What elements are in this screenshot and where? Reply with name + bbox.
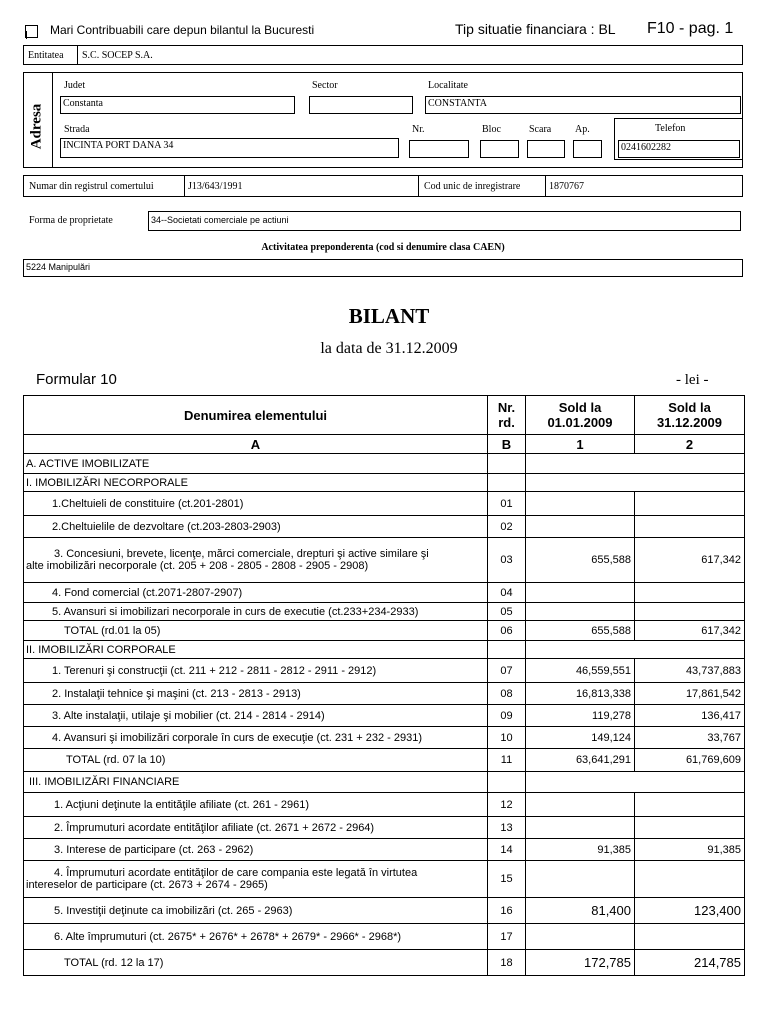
nr-label: Nr. bbox=[412, 124, 425, 135]
table-row: 3. Interese de participare (ct. 263 - 2962) 14 91,385 91,385 bbox=[24, 839, 745, 861]
bloc-field[interactable] bbox=[480, 140, 519, 158]
scara-field[interactable] bbox=[527, 140, 565, 158]
section-row: II. IMOBILIZĂRI CORPORALE bbox=[24, 641, 745, 659]
total-row: TOTAL (rd. 12 la 17) 18 172,785 214,785 bbox=[24, 950, 745, 976]
bloc-label: Bloc bbox=[482, 124, 501, 135]
cui-value[interactable]: 1870767 bbox=[549, 181, 584, 192]
section-row: III. IMOBILIZĂRI FINANCIARE bbox=[24, 772, 745, 793]
table-row: 6. Alte împrumuturi (ct. 2675* + 2676* + 2678* + 2679* - 2966* - 2968*) 17 bbox=[24, 924, 745, 950]
table-header-row bbox=[24, 396, 745, 435]
header-col2: Sold la 31.12.2009 bbox=[635, 396, 745, 435]
proprietate-field[interactable]: 34--Societati comerciale pe actiuni bbox=[148, 211, 741, 231]
ap-label: Ap. bbox=[575, 124, 590, 135]
total-row: TOTAL (rd. 07 la 10) 11 63,641,291 61,769,609 bbox=[24, 749, 745, 772]
table-row: 2. Împrumuturi acordate entităţilor afiliate (ct. 2671 + 2672 - 2964) 13 bbox=[24, 817, 745, 839]
tip-situatie: Tip situatie financiara : BL bbox=[455, 21, 616, 37]
nr-field[interactable] bbox=[409, 140, 469, 158]
header-name: Denumirea elementului bbox=[24, 396, 488, 435]
table-row: 1.Cheltuieli de constituire (ct.201-2801) 01 bbox=[24, 492, 745, 516]
proprietate-label: Forma de proprietate bbox=[29, 215, 113, 226]
activitate-field[interactable]: 5224 Manipulări bbox=[23, 259, 743, 277]
judet-field[interactable]: Constanta bbox=[60, 96, 295, 114]
header-nr: Nr. rd. bbox=[488, 396, 526, 435]
table-row: 4. Avansuri şi imobilizări corporale în curs de execuţie (ct. 231 + 232 - 2931) 10 149,124 33,767 bbox=[24, 727, 745, 749]
judet-label: Judet bbox=[64, 80, 86, 91]
table-row: 2. Instalaţii tehnice şi maşini (ct. 213 - 2813 - 2913) 08 16,813,338 17,861,542 bbox=[24, 683, 745, 705]
scara-label: Scara bbox=[529, 124, 552, 135]
bilant-date: la data de 31.12.2009 bbox=[320, 340, 458, 357]
table-row: 3. Concesiuni, brevete, licenţe, mărci comerciale, drepturi şi active similare şi alte imobilizări necorporale (ct. 205 + 208 - 2805 - 2808 - 2905 - 2908) 03 655,588 617,342 bbox=[24, 538, 745, 583]
activitate-label: Activitatea preponderenta (cod si denumire clasa CAEN) bbox=[261, 242, 505, 253]
currency-label: - lei - bbox=[676, 372, 709, 388]
registru-label: Numar din registrul comertului bbox=[29, 181, 154, 192]
table-row: 4. Fond comercial (ct.2071-2807-2907) 04 bbox=[24, 583, 745, 603]
table-row: 1. Terenuri şi construcţii (ct. 211 + 212 - 2811 - 2812 - 2911 - 2912) 07 46,559,551 43,737,883 bbox=[24, 659, 745, 683]
cui-label: Cod unic de inregistrare bbox=[424, 181, 521, 192]
formular-label: Formular 10 bbox=[36, 371, 117, 388]
table-row: 5. Investiţii deţinute ca imobilizări (ct. 265 - 2963) 16 81,400 123,400 bbox=[24, 898, 745, 924]
table-row: 1. Acţiuni deţinute la entităţile afiliate (ct. 261 - 2961) 12 bbox=[24, 793, 745, 817]
section-row: I. IMOBILIZĂRI NECORPORALE bbox=[24, 474, 745, 492]
table-row: 3. Alte instalaţii, utilaje şi mobilier (ct. 214 - 2814 - 2914) 09 119,278 136,417 bbox=[24, 705, 745, 727]
total-row: TOTAL (rd.01 la 05) 06 655,588 617,342 bbox=[24, 621, 745, 641]
sector-label: Sector bbox=[312, 80, 338, 91]
section-row: A. ACTIVE IMOBILIZATE bbox=[24, 454, 745, 474]
table-row: 5. Avansuri si imobilizari necorporale in curs de executie (ct.233+234-2933) 05 bbox=[24, 603, 745, 621]
header-col1: Sold la 01.01.2009 bbox=[526, 396, 635, 435]
table-row: 4. Împrumuturi acordate entităţilor de care compania este legată în virtutea intereselor de participare (ct. 2673 + 2674 - 2965) 15 bbox=[24, 861, 745, 898]
strada-label: Strada bbox=[64, 124, 90, 135]
page-ref: F10 - pag. 1 bbox=[647, 20, 734, 37]
table-letter-row: A B 1 2 bbox=[24, 435, 745, 454]
entitate-label: Entitatea bbox=[28, 50, 64, 61]
mari-contribuabili-label: Mari Contribuabili care depun bilantul la Bucuresti bbox=[50, 23, 315, 37]
registru-value[interactable]: J13/643/1991 bbox=[188, 181, 243, 192]
strada-field[interactable]: INCINTA PORT DANA 34 bbox=[60, 138, 399, 158]
localitate-field[interactable]: CONSTANTA bbox=[425, 96, 741, 114]
telefon-label: Telefon bbox=[655, 123, 686, 134]
adresa-side-label: Adresa bbox=[28, 103, 45, 150]
telefon-field[interactable]: 0241602282 bbox=[618, 140, 740, 158]
checkbox-arrow-icon bbox=[26, 31, 34, 39]
sector-field[interactable] bbox=[309, 96, 413, 114]
balance-table bbox=[23, 395, 745, 976]
table-row: 2.Cheltuielile de dezvoltare (ct.203-2803-2903) 02 bbox=[24, 516, 745, 538]
ap-field[interactable] bbox=[573, 140, 602, 158]
entitate-value[interactable]: S.C. SOCEP S.A. bbox=[82, 50, 153, 61]
localitate-label: Localitate bbox=[428, 80, 468, 91]
page-title: BILANT bbox=[348, 304, 430, 328]
